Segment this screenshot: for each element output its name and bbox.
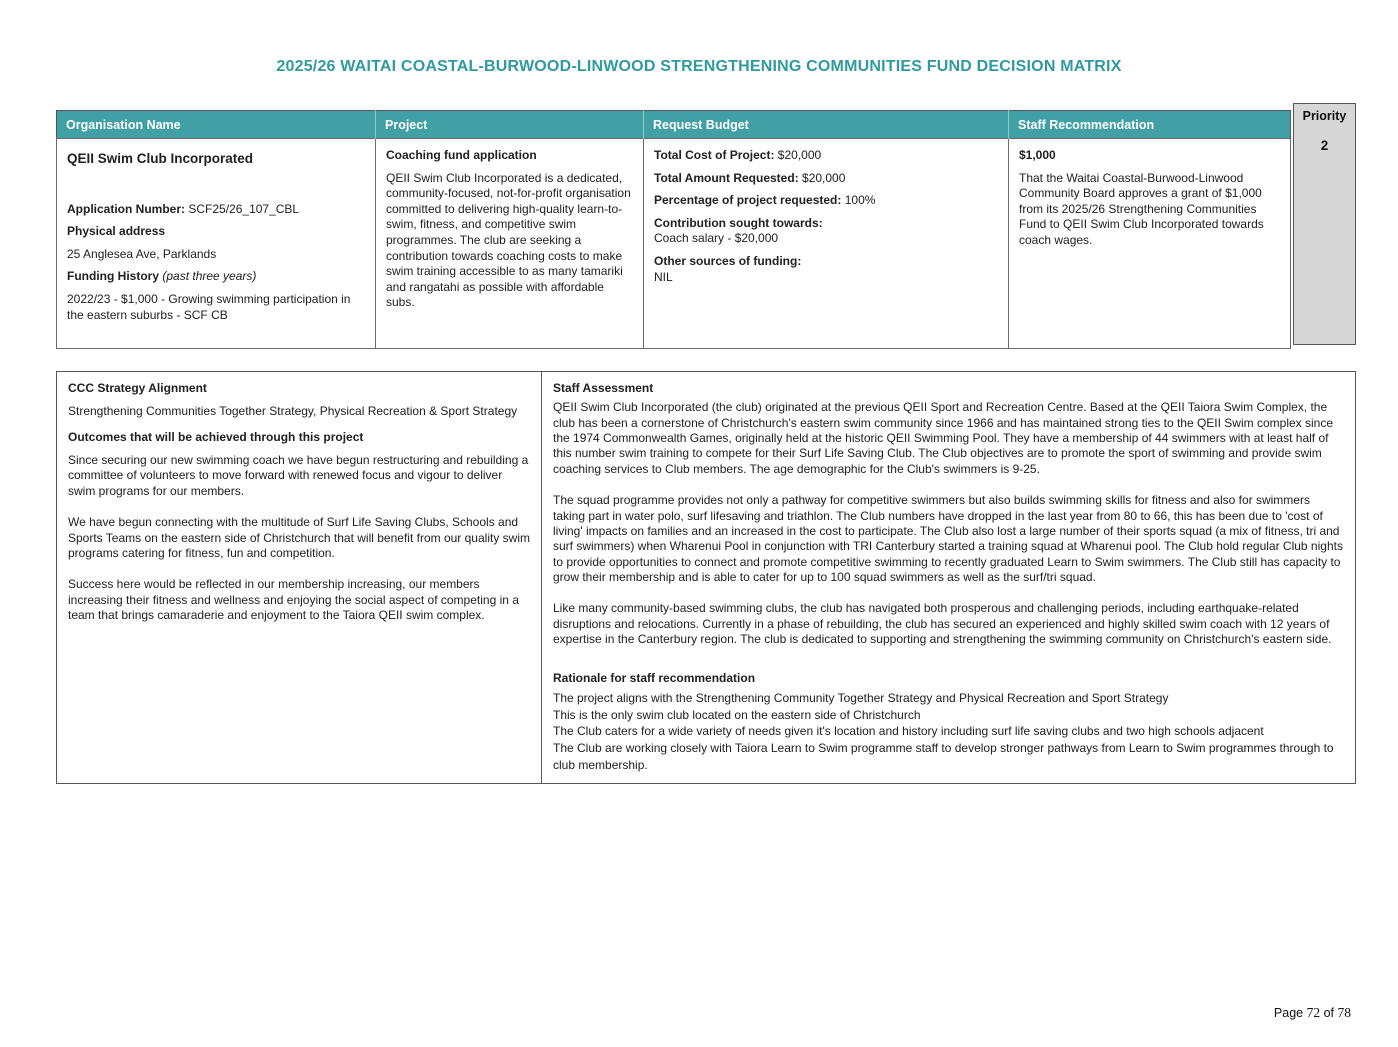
- rationale-line: The Club are working closely with Taiora Learn to Swim programme staff to develop stronger pathways from Learn to Swim programmes through to club membership.: [553, 741, 1334, 772]
- recommendation-text: That the Waitai Coastal-Burwood-Linwood Community Board approves a grant of $1,000 from its 2025/26 Strengthening Communities Fund to QEII Swim Club Incorporated towards coach wages.: [1019, 170, 1264, 247]
- outcomes-paragraph: Success here would be reflected in our membership increasing, our members increasing their fitness and wellness and enjoying the social aspect of competing in a team that brings camaraderie and enjoyment to the Taiora QEII swim complex.: [68, 577, 519, 622]
- other-sources-label: Other sources of funding:: [654, 253, 802, 268]
- total-requested-value: $20,000: [802, 170, 846, 185]
- page-footer: [1274, 1005, 1351, 1021]
- contribution-value: Coach salary - $20,000: [654, 231, 779, 246]
- application-number-label: Application Number:: [67, 201, 186, 216]
- decision-matrix: [56, 110, 1398, 349]
- physical-address-label: Physical address: [67, 224, 166, 239]
- page-number: 72: [1306, 1005, 1321, 1020]
- project-title: Coaching fund application: [386, 148, 537, 162]
- col-header-staff-recommendation: Staff Recommendation: [1009, 111, 1291, 139]
- funding-history-note: (past three years): [162, 269, 257, 284]
- total-cost-label: Total Cost of Project:: [654, 148, 775, 162]
- organisation-name: QEII Swim Club Incorporated: [67, 151, 254, 166]
- percentage-value: 100%: [844, 193, 876, 208]
- matrix-table: [56, 110, 1291, 349]
- priority-header: Priority: [1302, 109, 1347, 123]
- page-label: Page: [1273, 1006, 1304, 1020]
- rationale-line: The project aligns with the Strengthening Community Together Strategy and Physical Recreation and Sport Strategy: [553, 690, 1169, 705]
- staff-recommendation-cell: [1009, 139, 1291, 349]
- funding-history-entry: 2022/23 - $1,000 - Growing swimming participation in the eastern suburbs - SCF CB: [67, 291, 351, 322]
- matrix-data-row: [57, 139, 1291, 349]
- project-cell: [376, 139, 644, 349]
- percentage-label: Percentage of project requested:: [654, 193, 842, 208]
- percentage-row: [654, 193, 998, 209]
- strategy-heading: CCC Strategy Alignment: [68, 381, 207, 395]
- total-requested-label: Total Amount Requested:: [654, 170, 799, 185]
- priority-column: [1293, 103, 1356, 345]
- assessment-table: [56, 371, 1356, 784]
- other-sources-value: NIL: [654, 269, 673, 284]
- col-header-project: Project: [376, 111, 644, 139]
- outcomes-heading: Outcomes that will be achieved through this project: [68, 429, 364, 444]
- matrix-header-row: [57, 111, 1291, 139]
- of-label: of: [1323, 1006, 1335, 1020]
- funding-history-label: Funding History: [67, 269, 159, 284]
- request-budget-cell: [644, 139, 1009, 349]
- staff-assessment-heading: Staff Assessment: [553, 381, 654, 395]
- recommendation-amount: $1,000: [1019, 148, 1056, 162]
- project-description: QEII Swim Club Incorporated is a dedicated, community-focused, not-for-profit organisation committed to delivering high-quality learn-to-swim, fitness, and competitive swim programmes. The club are seeking a contribution towards coaching costs to make swim training accessible to as many tamariki and rangatahi as possible with affordable subs.: [386, 170, 631, 310]
- assessment-paragraph: The squad programme provides not only a pathway for competitive swimmers but also builds swimming skills for fitness and also for swimmers taking part in water polo, surf lifesaving and triathlon. The Club numbers have dropped in the last year from 80 to 66, this has been due to 'cost of living' impacts on families and an increased in the cost to participate. The Club also lost a large number of their sports squad (a mix of fitness, tri and surf swimmers) when Wharenui Pool in conjunction with TRI Canterbury started a training squad at Wharenui pool. The Club hold regular Club nights to provide opportunities to connect and promote competitive swimming to recently graduated Learn to Swim swimmers. The Club still has capacity to grow their membership and is able to cater for up to 100 squad swimmers as well as the surf/tri squad.: [553, 493, 1343, 584]
- priority-value: 2: [1320, 138, 1329, 153]
- rationale-heading: Rationale for staff recommendation: [553, 671, 756, 686]
- strategy-alignment-cell: [57, 372, 542, 784]
- assessment-paragraph: Like many community-based swimming clubs, the club has navigated both prosperous and challenging periods, including earthquake-related disruptions and relocations. Currently in a phase of rebuilding, the club has secured an experienced and highly skilled swim coach with 12 years of expertise in the Canterbury region. The club is dedicated to supporting and strengthening the swimming community on Christchurch's eastern side.: [553, 601, 1332, 647]
- application-number-value: SCF25/26_107_CBL: [188, 201, 300, 216]
- document-page: [0, 58, 1398, 1047]
- page-title: 2025/26 WAITAI COASTAL-BURWOOD-LINWOOD STRENGTHENING COMMUNITIES FUND DECISION MATRIX: [276, 58, 1122, 75]
- total-cost-value: $20,000: [777, 148, 822, 162]
- rationale-line: This is the only swim club located on the eastern side of Christchurch: [553, 707, 921, 722]
- col-header-request-budget: Request Budget: [644, 111, 1009, 139]
- organisation-cell: [57, 139, 376, 349]
- staff-assessment-cell: [542, 372, 1356, 784]
- outcomes-paragraph: We have begun connecting with the multitude of Surf Life Saving Clubs, Schools and Sports Teams on the eastern side of Christchurch that will benefit from our quality swim programs catering for fitness, fun and competition.: [68, 515, 530, 560]
- strategy-alignment-text: Strengthening Communities Together Strategy, Physical Recreation & Sport Strategy: [68, 404, 518, 419]
- assessment-paragraph: QEII Swim Club Incorporated (the club) originated at the previous QEII Sport and Recreation Centre. Based at the QEII Taiora Swim Complex, the club has been a cornerstone of Christchurch's eastern swim community since 1966 and has maintained strong ties to the QEII Swim complex since the 1974 Commonwealth Games, originally held at the historic QEII Swimming Pool. They have a membership of 44 swimmers with at least half of this number swim training to compete for their Surf Life Saving Club. The Club objectives are to promote the sport of swimming and provide swim coaching services to Club members. The age demographic for the Club's swimmers is 9-25.: [553, 400, 1333, 476]
- total-pages: 78: [1337, 1005, 1351, 1020]
- funding-history-row: [67, 269, 365, 285]
- assessment-row: [57, 372, 1356, 784]
- col-header-organisation-name: Organisation Name: [57, 111, 376, 139]
- application-number-row: [67, 202, 365, 218]
- physical-address-value: 25 Anglesea Ave, Parklands: [67, 246, 217, 261]
- total-requested-row: [654, 171, 998, 187]
- contribution-label: Contribution sought towards:: [654, 215, 823, 230]
- total-cost-row: [654, 148, 998, 164]
- outcomes-paragraph: Since securing our new swimming coach we have begun restructuring and rebuilding a committee of volunteers to move forward with renewed focus and vigour to deliver swim programs for our members.: [68, 453, 529, 498]
- rationale-line: The Club caters for a wide variety of needs given it's location and history including surf life saving clubs and two high schools adjacent: [553, 724, 1264, 739]
